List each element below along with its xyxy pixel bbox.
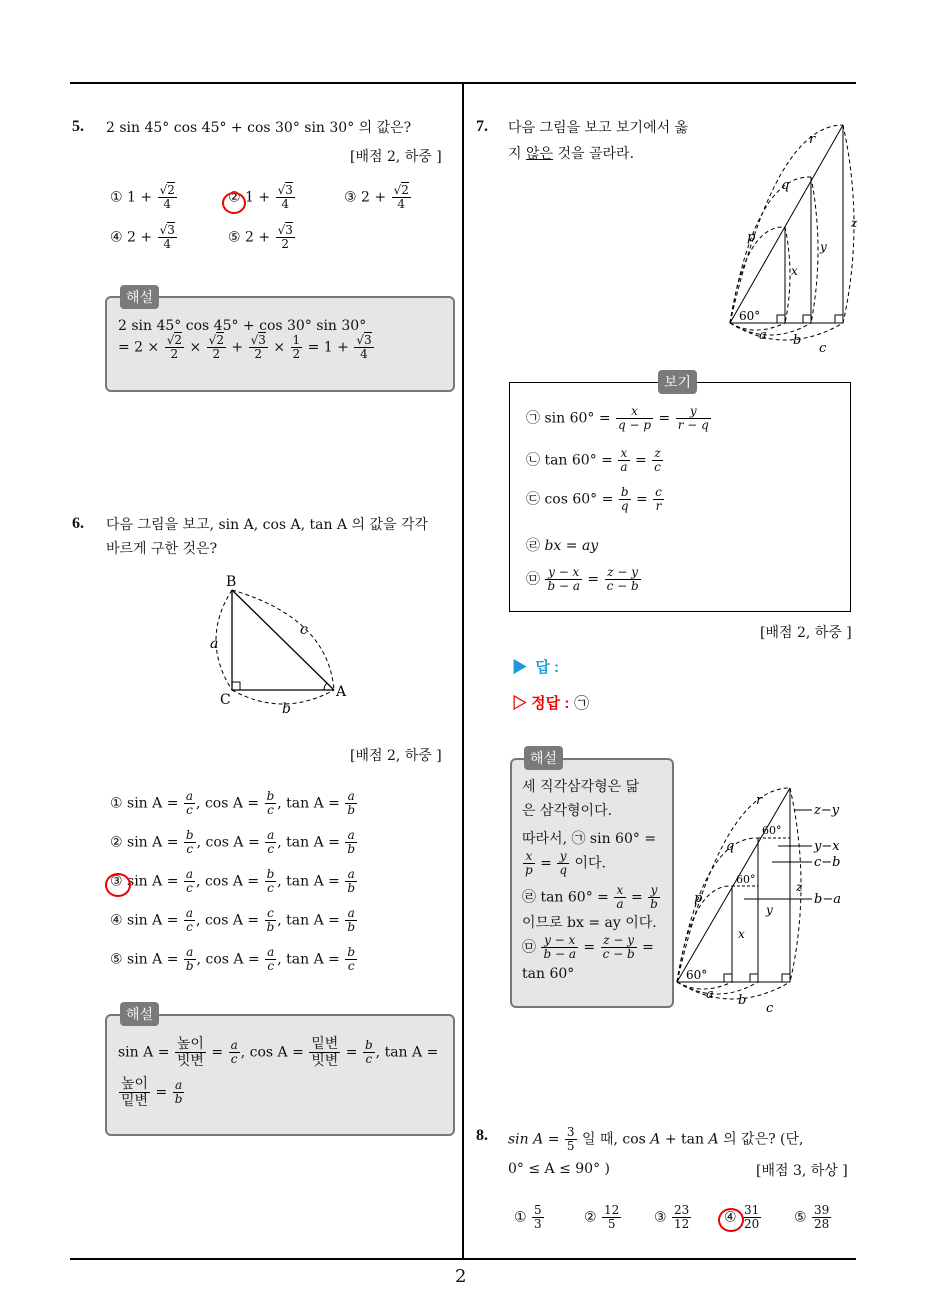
svg-text:y−x: y−x bbox=[814, 839, 840, 854]
q5-explanation-label: 해설 bbox=[120, 285, 159, 309]
q8-option-1[interactable]: ① $\frac{5}{3}$ bbox=[514, 1203, 542, 1231]
q7-bogi-label: 보기 bbox=[658, 370, 697, 394]
q6-score: [배점 2, 하중 ] bbox=[350, 748, 442, 764]
q5-option-4[interactable]: ④ 2 + $\frac{√3}{4}$ bbox=[110, 223, 175, 251]
svg-text:c: c bbox=[766, 1001, 774, 1016]
q8-question-line1: sin A = $\frac{3}{5}$ 일 때, cos A + tan A 의 값은? (단, bbox=[508, 1125, 804, 1153]
svg-text:q: q bbox=[781, 178, 790, 193]
svg-text:b: b bbox=[738, 993, 747, 1008]
svg-text:z−y: z−y bbox=[814, 803, 840, 818]
q6-option-3[interactable]: ③ sin A = $\frac{a}{c}$ , cos A = $\frac{b}{c}$ , tan A = $\frac{a}{b}$ bbox=[110, 867, 356, 895]
q8-option-3[interactable]: ③ $\frac{23}{12}$ bbox=[654, 1203, 690, 1231]
q8-score: [배점 3, 하상 ] bbox=[756, 1163, 848, 1179]
q5-option-2[interactable]: ② 1 + $\frac{√3}{4}$ bbox=[228, 183, 293, 211]
q7-explanation-line3: 따라서, ㉠ sin 60° = bbox=[522, 831, 657, 847]
svg-text:x: x bbox=[791, 264, 798, 278]
q6-question-line1: 다음 그림을 보고, sin A, cos A, tan A 의 값을 각각 bbox=[106, 517, 429, 533]
q7-bogi-item-3: ㉢ cos 60° = $\frac{b}{q}$ = $\frac{c}{r}$ bbox=[526, 485, 662, 513]
q7-explanation-line8: tan 60° bbox=[522, 966, 575, 982]
q5-option-5[interactable]: ⑤ 2 + $\frac{√3}{2}$ bbox=[228, 223, 293, 251]
svg-text:c: c bbox=[819, 341, 827, 356]
column-divider bbox=[462, 82, 464, 1259]
svg-text:a: a bbox=[706, 987, 714, 1002]
q8-number: 8. bbox=[476, 1127, 488, 1144]
q6-label-B: B bbox=[226, 574, 237, 590]
q6-triangle-figure bbox=[200, 568, 360, 718]
svg-text:r: r bbox=[809, 132, 816, 147]
q6-option-2[interactable]: ② sin A = $\frac{b}{c}$ , cos A = $\frac{a}{c}$ , tan A = $\frac{a}{b}$ bbox=[110, 828, 356, 856]
q7-explanation-line5: ㉣ tan 60° = $\frac{x}{a}$ = $\frac{y}{b}$ bbox=[522, 883, 658, 911]
q7-score: [배점 2, 하중 ] bbox=[760, 625, 852, 641]
q6-question-line2: 바르게 구한 것은? bbox=[106, 541, 218, 557]
svg-text:y: y bbox=[766, 903, 773, 917]
q6-label-A: A bbox=[336, 684, 347, 700]
q5-explanation-line1: 2 sin 45° cos 45° + cos 30° sin 30° bbox=[118, 318, 367, 334]
q5-option-1[interactable]: ① 1 + $\frac{√2}{4}$ bbox=[110, 183, 175, 211]
q6-label-C: C bbox=[220, 692, 231, 708]
svg-text:r: r bbox=[756, 793, 763, 808]
svg-text:60°: 60° bbox=[686, 968, 708, 982]
q6-explanation-line1: sin A = $\frac{\text{높이}}{\text{빗변}}$ = $\frac{a}{c}$ , cos A = $\frac{\text{밑변}}{\text{빗변}}$ = $\frac{b}{c}$ , tan A = bbox=[118, 1036, 439, 1069]
q6-label-a: a bbox=[210, 636, 219, 652]
q6-option-5[interactable]: ⑤ sin A = $\frac{a}{b}$ , cos A = $\frac{a}{c}$ , tan A = $\frac{b}{c}$ bbox=[110, 945, 356, 973]
q8-answer-circle bbox=[718, 1208, 744, 1232]
q5-score: [배점 2, 하중 ] bbox=[350, 149, 442, 165]
q8-question-line2: 0° ≤ A ≤ 90° ) bbox=[508, 1161, 611, 1177]
svg-text:c−b: c−b bbox=[814, 855, 841, 870]
q7-number: 7. bbox=[476, 118, 488, 135]
q6-answer-circle bbox=[105, 873, 131, 897]
page-number: 2 bbox=[455, 1266, 467, 1287]
q5-question: 2 sin 45° cos 45° + cos 30° sin 30° 의 값은? bbox=[106, 120, 412, 136]
svg-text:z: z bbox=[851, 216, 858, 230]
q7-answer-label: ▶ 답 : bbox=[512, 659, 559, 676]
svg-text:x: x bbox=[738, 927, 745, 941]
q6-label-b: b bbox=[282, 701, 291, 717]
svg-text:p: p bbox=[747, 230, 756, 245]
svg-text:b: b bbox=[793, 333, 802, 348]
svg-text:z: z bbox=[796, 880, 803, 894]
q7-correct-row: ▷ 정답 : ㉠ bbox=[512, 694, 590, 712]
q6-number: 6. bbox=[72, 515, 84, 532]
svg-text:b−a: b−a bbox=[814, 892, 841, 907]
q6-explanation-line2: $\frac{\text{높이}}{\text{밑변}}$ = $\frac{a}{b}$ bbox=[121, 1076, 183, 1109]
svg-text:p: p bbox=[694, 891, 703, 906]
q7-explanation-line4: $\frac{x}{p}$ = $\frac{y}{q}$ 이다. bbox=[525, 849, 606, 877]
q7-figure bbox=[715, 115, 865, 360]
q7-question-line1: 다음 그림을 보고 보기에서 옳 bbox=[508, 120, 689, 136]
q6-explanation-box bbox=[105, 1014, 455, 1136]
q7-explanation-figure bbox=[672, 776, 852, 1020]
svg-text:y: y bbox=[820, 240, 827, 254]
q6-option-1[interactable]: ① sin A = $\frac{a}{c}$ , cos A = $\frac{b}{c}$ , tan A = $\frac{a}{b}$ bbox=[110, 789, 356, 817]
q5-option-3[interactable]: ③ 2 + $\frac{√2}{4}$ bbox=[344, 183, 409, 211]
q7-question-line2: 지 않은 것을 골라라. bbox=[508, 146, 635, 162]
q8-option-2[interactable]: ② $\frac{12}{5}$ bbox=[584, 1203, 620, 1231]
q7-bogi-item-1: ㉠ sin 60° = $\frac{x}{q - p}$ = $\frac{y}{r - q}$ bbox=[526, 404, 709, 432]
q7-explanation-line7: ㉤ $\frac{y - x}{b - a}$ = $\frac{z - y}{c - b}$ = bbox=[522, 933, 654, 961]
q6-label-c: c bbox=[300, 622, 308, 638]
q7-bogi-item-5: ㉤ $\frac{y - x}{b - a}$ = $\frac{z - y}{c - b}$ bbox=[526, 565, 639, 593]
q7-explanation-line1: 세 직각삼각형은 닮 bbox=[522, 779, 640, 795]
q8-option-5[interactable]: ⑤ $\frac{39}{28}$ bbox=[794, 1203, 830, 1231]
q7-explanation-label: 해설 bbox=[524, 746, 563, 770]
svg-text:60°: 60° bbox=[739, 309, 761, 323]
svg-text:60°: 60° bbox=[736, 873, 756, 886]
q6-explanation-label: 해설 bbox=[120, 1002, 159, 1026]
svg-text:a: a bbox=[759, 328, 767, 343]
q5-explanation-line2: = 2 × $\frac{√2}{2}$ × $\frac{√2}{2}$ + $\frac{√3}{2}$ × $\frac{1}{2}$ = 1 + $\frac{√3}{4}$ bbox=[118, 333, 372, 361]
q7-explanation-line6: 이므로 bx = ay 이다. bbox=[522, 915, 657, 931]
svg-text:60°: 60° bbox=[762, 824, 782, 837]
q5-number: 5. bbox=[72, 118, 84, 135]
svg-text:q: q bbox=[726, 839, 735, 854]
q8-option-4[interactable]: ④ $\frac{31}{20}$ bbox=[724, 1203, 760, 1231]
q6-option-4[interactable]: ④ sin A = $\frac{a}{c}$ , cos A = $\frac{c}{b}$ , tan A = $\frac{a}{b}$ bbox=[110, 906, 356, 934]
q5-answer-circle bbox=[222, 192, 246, 214]
q7-bogi-item-4: ㉣ bx = ay bbox=[526, 538, 599, 554]
q7-explanation-line2: 은 삼각형이다. bbox=[522, 803, 613, 819]
q7-bogi-item-2: ㉡ tan 60° = $\frac{x}{a}$ = $\frac{z}{c}$ bbox=[526, 446, 661, 474]
